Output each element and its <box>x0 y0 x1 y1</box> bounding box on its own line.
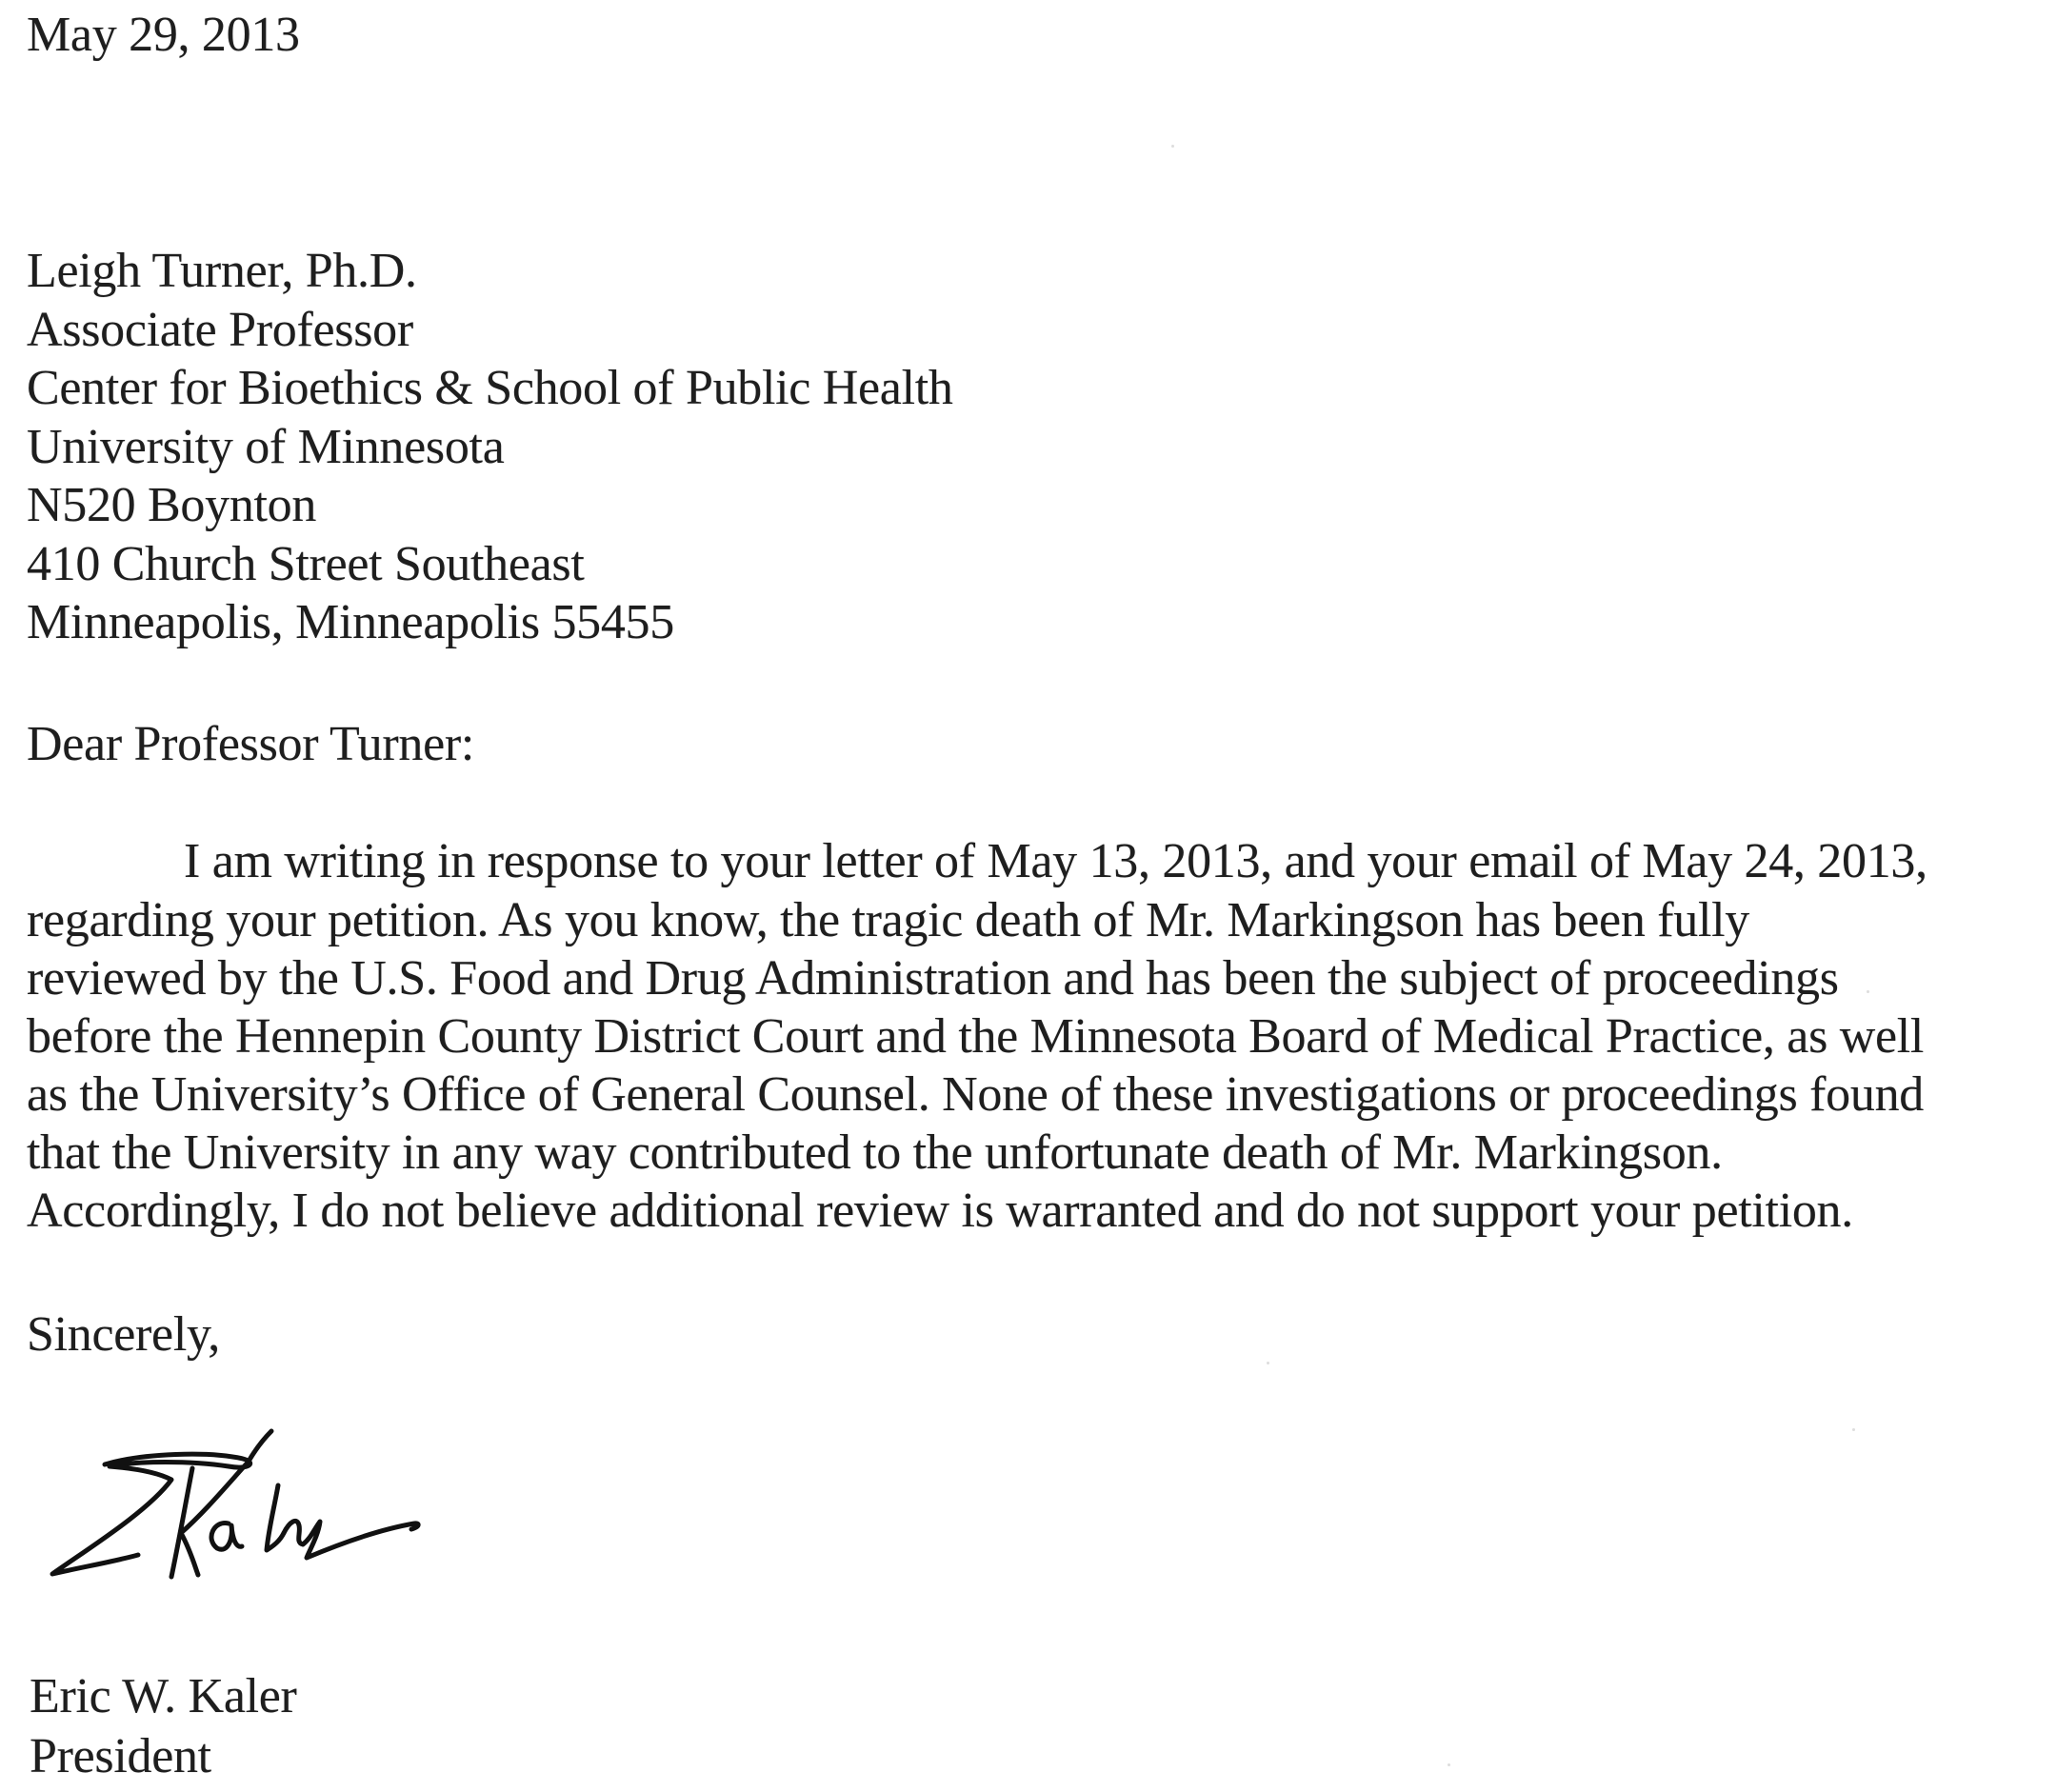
signature-stroke <box>211 1523 242 1549</box>
letter-date: May 29, 2013 <box>27 8 300 62</box>
recipient-name: Leigh Turner, Ph.D. <box>27 244 417 298</box>
signature-stroke <box>284 1521 418 1558</box>
signer-title: President <box>30 1729 211 1783</box>
recipient-department: Center for Bioethics & School of Public Health <box>27 361 953 415</box>
body-line: before the Hennepin County District Court and the Minnesota Board of Medical Practice, as well <box>27 1009 1925 1064</box>
signature-stroke <box>250 1431 271 1460</box>
signature-stroke <box>52 1454 250 1574</box>
body-line: regarding your petition. As you know, the tragic death of Mr. Markingson has been fully <box>27 893 1749 947</box>
scan-speck <box>1852 1428 1855 1431</box>
recipient-room: N520 Boynton <box>27 478 317 532</box>
scan-speck <box>1448 1763 1450 1766</box>
scan-speck <box>1171 145 1174 148</box>
body-line: that the University in any way contributed to the unfortunate death of Mr. Markingson. <box>27 1125 1723 1180</box>
signature-stroke <box>267 1485 284 1550</box>
recipient-city-zip: Minneapolis, Minneapolis 55455 <box>27 595 674 649</box>
signer-name: Eric W. Kaler <box>30 1669 297 1723</box>
closing: Sincerely, <box>27 1307 220 1362</box>
recipient-title: Associate Professor <box>27 303 413 357</box>
recipient-institution: University of Minnesota <box>27 420 505 474</box>
signature-icon <box>29 1426 429 1588</box>
scan-speck <box>1867 990 1869 993</box>
salutation: Dear Professor Turner: <box>27 717 475 771</box>
body-line: as the University’s Office of General Counsel. None of these investigations or proceedings found <box>27 1067 1924 1122</box>
signature-stroke <box>171 1463 248 1577</box>
body-line: reviewed by the U.S. Food and Drug Administration and has been the subject of proceedings <box>27 951 1839 1006</box>
body-line: I am writing in response to your letter of May 13, 2013, and your email of May 24, 2013, <box>184 834 1927 888</box>
body-line: Accordingly, I do not believe additional review is warranted and do not support your petition. <box>27 1184 1853 1238</box>
recipient-street: 410 Church Street Southeast <box>27 537 585 591</box>
scan-speck <box>1267 1362 1269 1364</box>
